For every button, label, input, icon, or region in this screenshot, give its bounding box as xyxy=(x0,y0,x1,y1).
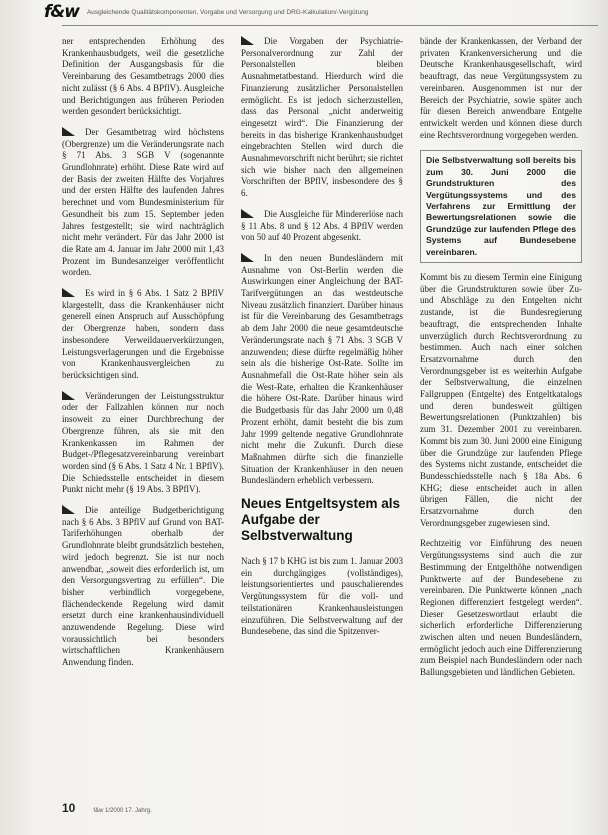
triangle-bullet-icon xyxy=(62,505,75,514)
paragraph: ner entsprechenden Erhöhung des Krankenhausbudgets, weil die gesetzliche Definition der Ausgangsbasis für die Vereinbarung des Gesamtbetrags 2000 dies nicht zulässt (§ 6 Abs. 4 BPflV). Ausgleiche und Berichtigungen aus früheren Perioden werden gesondert berücksichtigt. xyxy=(62,36,224,117)
header-rule xyxy=(62,25,598,26)
column-1 xyxy=(62,36,224,678)
page-number: 10 xyxy=(62,801,76,815)
paragraph: Kommt bis zu diesem Termin eine Einigung über die Grundstrukturen sowie über Zu- und Abschläge zu den Entgelten nicht zustande, ist die Bundesregierung beauftragt, die entsprechenden Inhalte unverzüglich durch Rechtsverordnung zu bestimmen. Auch nach einer solchen Ersatzvornahme durch den Verordnungsgeber ist es weiterhin Aufgabe der Selbstverwaltung, die einzelnen Fallgruppen (Entgelte) des Entgeltkatalogs und deren bundesweit gültigen Bewertungsrelationen (Punktzahlen) bis zum 31. Dezember 2001 zu vereinbaren. Kommt bis zum 30. Juni 2000 eine Einigung über die Grundzüge zur laufenden Pflege des Systems nicht zustande, entscheidet die Bundesschiedsstelle nach § 18a Abs. 6 KHG; diese entscheidet auch in allen übrigen Fällen, die nicht der Ersatzvornahme durch den Verordnungsgeber zugewiesen sind. xyxy=(420,271,582,528)
column-3 xyxy=(420,36,582,688)
highlight-box: Die Selbstverwaltung soll bereits bis zum 30. Juni 2000 die Grundstrukturen des Vergütungssystems und des Verfahrens zur Ermittlung der Bewertungsrelationen sowie die Grundzüge zur laufenden Pflege des Systems auf Bundesebene vereinbaren. xyxy=(420,150,582,263)
paragraph-with-marker: Die anteilige Budgetberichtigung nach § 6 Abs. 3 BPflV auf Grund von BAT-Tariferhöhungen oberhalb der Grundlohnrate bleibt grundsätzlich bestehen, wird jedoch begrenzt. Sie ist nur noch anwendbar, „soweit dies erforderlich ist, um den Versorgungsvertrag zu erfüllen“. Die bisher verbindlich vorgegebene, flächendeckende Regelung wird damit ersetzt durch eine krankenhausindividuell anzuwendende Regelung. Diese wird voraussichtlich bei besonders wirtschaftlichen Krankenhäusern Anwendung finden. xyxy=(62,505,224,668)
journal-reference: f&w 1/2000 17. Jahrg. xyxy=(93,808,152,814)
triangle-bullet-icon xyxy=(241,36,254,45)
running-header xyxy=(44,0,608,24)
section-heading: Neues Entgeltsystem als Aufgabe der Selbstverwaltung xyxy=(241,496,401,544)
paragraph-with-marker: Es wird in § 6 Abs. 1 Satz 2 BPflV klargestellt, dass die Krankenhäuser nicht generell einen Anspruch auf Ausschöpfung der Obergrenze haben, sondern dass insbesondere Verweildauerverkürzungen, Leistungsverlagerungen und die Ergebnisse von Krankenhausvergleichen zu berücksichtigen sind. xyxy=(62,288,224,380)
paragraph-with-marker: Die Ausgleiche für Mindererlöse nach § 11 Abs. 8 und § 12 Abs. 4 BPflV werden von 50 auf 40 Prozent abgesenkt. xyxy=(241,208,403,243)
triangle-bullet-icon xyxy=(62,391,75,400)
paragraph: Rechtzeitig vor Einführung des neuen Vergütungssystems sind auch die zur Bestimmung der Entgelthöhe notwendigen Punktwerte auf der Bundesebene zu vereinbaren. Die Punktwerte können „nach Regionen differenziert festgelegt werden“. Dieser Gesetzeswortlaut erlaubt die sicherlich erforderliche Differenzierung zwischen alten und neuen Bundesländern, ermöglicht jedoch auch eine Differenzierung zum Beispiel nach Bundesländern oder nach Ballungsgebieten und ländlichen Gebieten. xyxy=(420,538,582,678)
paragraph-with-marker: Die Vorgaben der Psychiatrie-Personalverordnung zur Zahl der Personalstellen bleiben Ausnahmetatbestand. Hierdurch wird die Finanzierung zusätzlicher Personalstellen ermöglicht. Es ist jedoch sicherzustellen, dass das Personal „nicht anderweitig eingesetzt wird“. Die Finanzierung der bereits in das bisherige Krankenhausbudget eingebrachten Stellen wird durch die Ausnahmevorschrift nicht berührt; sie richtet sich wie bisher nach den allgemeinen Vorschriften der BPflV, insbesondere des § 6. xyxy=(241,36,403,199)
publication-logo: f&w xyxy=(44,2,79,22)
column-2 xyxy=(241,36,403,647)
paragraph: bände der Krankenkassen, der Verband der privaten Krankenversicherung und die Deutsche Krankenhausgesellschaft, wird beauftragt, das neue Vergütungssystem zu vereinbaren. Ausgenommen ist nur der Bereich der Psychiatrie, sowie später auch für diesen Bereich anwendbare Entgelte entwickelt werden und können diese durch eine Rechtsverordnung vorgegeben werden. xyxy=(420,36,582,140)
running-title: Ausgleichende Qualitätskomponenten, Vorgabe und Versorgung und DRG-Kalkulation/-Vergütung xyxy=(86,8,369,16)
triangle-bullet-icon xyxy=(241,253,254,262)
page-footer xyxy=(62,801,152,815)
triangle-bullet-icon xyxy=(62,288,75,297)
paragraph-with-marker: Veränderungen der Leistungsstruktur oder der Fallzahlen können nur noch insoweit zu einer Durchbrechung der Obergrenze führen, als sie mit den Krankenkassen im Rahmen der Budget-/Pflegesatzvereinbarung vereinbart worden sind (§ 6 Abs. 1 Satz 4 Nr. 1 BPflV). Die Schiedsstelle entscheidet in diesem Punkt nicht mehr (§ 19 Abs. 3 BPflV). xyxy=(62,390,224,495)
triangle-bullet-icon xyxy=(241,209,254,218)
paragraph-with-marker: In den neuen Bundesländern mit Ausnahme von Ost-Berlin werden die Auswirkungen einer Angleichung der BAT-Tarifvergütungen an das westdeutsche Niveau zusätzlich finanziert. Darüber hinaus ist für die Vereinbarung des Gesamtbetrags ab dem Jahr 2000 die neue gesamtdeutsche Veränderungsrate nach § 71 Abs. 3 SGB V anzuwenden; diese dürfte regelmäßig höher sein als die bisherige Ost-Rate. Sollte im Ausnahmefall die Ost-Rate höher sein als die West-Rate, erhalten die Krankenhäuser die höhere Ost-Rate. Darüber hinaus wird die Budgetbasis für das Jahr 2000 um 0,48 Prozent erhöht, damit besteht die bis zum Jahr 1999 geltende negative Grundlohnrate nicht mehr die Zukunft. Durch diese Maßnahmen dürfte sich die finanzielle Situation der Krankenhäuser in den neuen Bundesländern erheblich verbessern. xyxy=(241,252,403,486)
paragraph-with-marker: Der Gesamtbetrag wird höchstens (Obergrenze) um die Veränderungsrate nach § 71 Abs. 3 SGB V (sogenannte Grundlohnrate) erhöht. Diese Rate wird auf der Basis der zweiten Hälfte des Vorjahres und der ersten Hälfte des laufenden Jahres berechnet und vom Bundesministerium für Gesundheit bis zum 15. September jeden Jahres festgestellt; sie wird nachträglich nicht mehr verändert. Für das Jahr 2000 ist die Rate am 4. Januar im Jahr 2000 mit 1,43 Prozent im Bundesanzeiger veröffentlicht worden. xyxy=(62,126,224,278)
paragraph: Nach § 17 b KHG ist bis zum 1. Januar 2003 ein durchgängiges (vollständiges), leistungsorientiertes und pauschalierendes Vergütungssystem für die voll- und teilstationären Krankenhausleistungen einzuführen. Die Selbstverwaltung auf der Bundesebene, das sind die Spitzenver- xyxy=(241,556,403,637)
triangle-bullet-icon xyxy=(62,127,75,136)
